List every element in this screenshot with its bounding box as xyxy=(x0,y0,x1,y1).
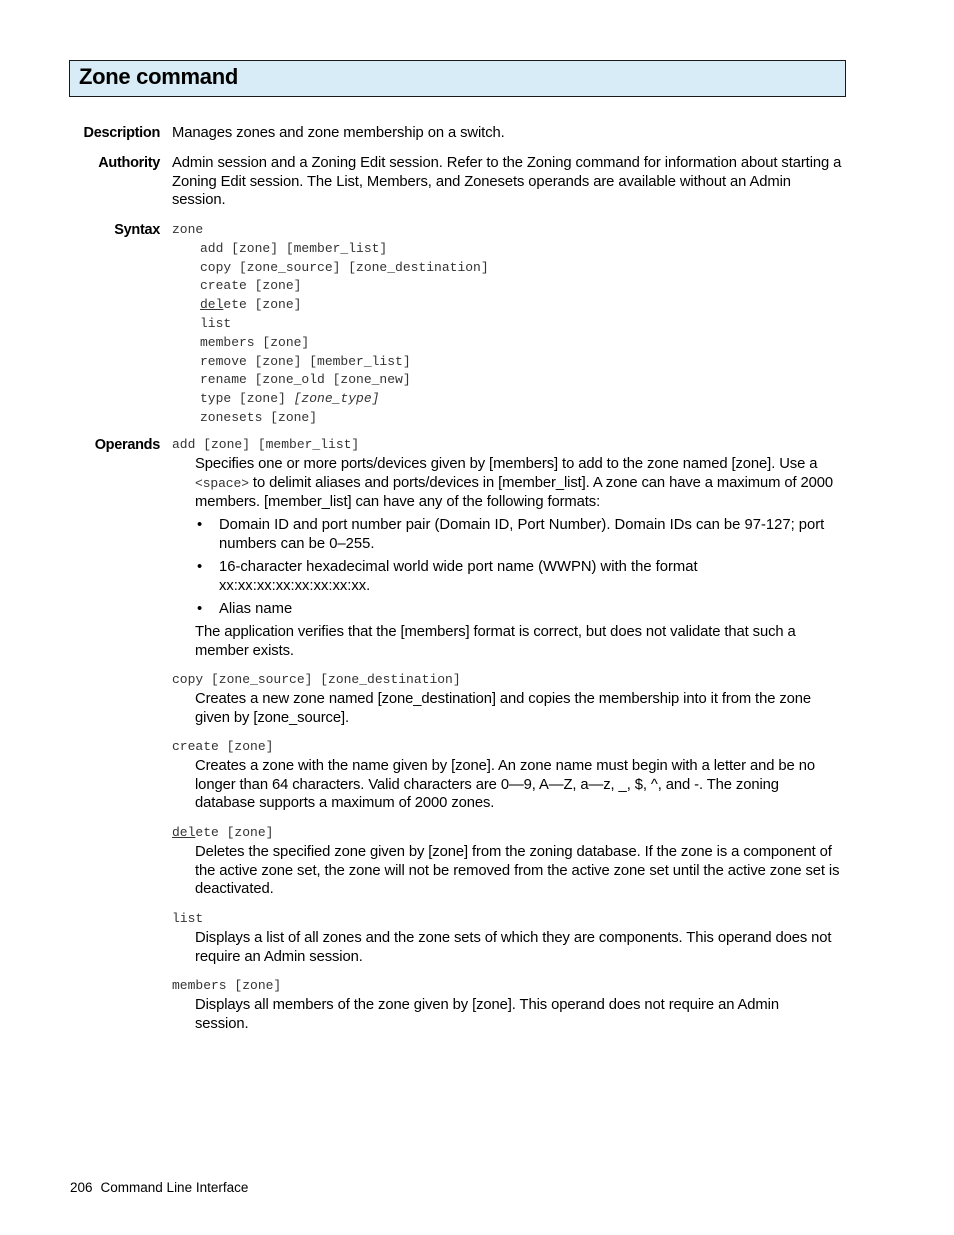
operand-add-text-a: Specifies one or more ports/devices given by [members] to add to the zone named [zone]. Use a xyxy=(195,456,818,472)
bullet-text: 16-character hexadecimal world wide port name (WWPN) with the format xx:xx:xx:xx:xx:xx:xx:xx. xyxy=(219,559,698,594)
bullet-icon: • xyxy=(197,601,203,617)
authority-label: Authority xyxy=(98,155,160,171)
syntax-add: add [zone] [member_list] xyxy=(200,240,388,256)
operand-add-note: The application verifies that the [members] format is correct, but does not validate that such a member exists. xyxy=(195,624,796,659)
operand-add-text xyxy=(195,455,840,512)
section-title-bar xyxy=(69,60,846,97)
syntax-delete-rest: ete [zone] xyxy=(223,297,302,313)
syntax-type-cmd: type [zone] xyxy=(200,391,294,407)
operand-create-code: create [zone] xyxy=(172,739,274,754)
bullet-icon: • xyxy=(197,517,203,533)
operand-add-bullet-2 xyxy=(197,558,759,595)
description-label: Description xyxy=(83,125,160,141)
chapter-title: Command Line Interface xyxy=(100,1180,249,1195)
operand-add-space-code: <space> xyxy=(195,475,249,491)
operand-list-text: Displays a list of all zones and the zone sets of which they are components. This operand does not require an Admin session. xyxy=(195,930,832,965)
authority-text: Admin session and a Zoning Edit session. Refer to the Zoning command for information about starting a Zoning Edit session. The List, Members, and Zonesets operands are available without an Admin session. xyxy=(172,155,842,208)
operand-add-bullet-1 xyxy=(197,516,841,553)
description-text: Manages zones and zone membership on a switch. xyxy=(172,125,505,141)
operand-copy-text: Creates a new zone named [zone_destination] and copies the membership into it from the zone given by [zone_source]. xyxy=(195,691,812,726)
syntax-delete xyxy=(172,296,489,315)
operand-add-code: add [zone] [member_list] xyxy=(172,437,360,452)
operand-copy-code: copy [zone_source] [zone_destination] xyxy=(172,672,461,687)
operand-list-code: list xyxy=(172,911,204,926)
section-title: Zone command xyxy=(79,64,238,89)
syntax-create: create [zone] xyxy=(200,278,302,294)
operand-members-code: members [zone] xyxy=(172,978,282,993)
operands-label: Operands xyxy=(94,437,160,453)
syntax-delete-underlined: del xyxy=(200,297,224,313)
syntax-remove: remove [zone] [member_list] xyxy=(200,353,411,369)
operand-members-text: Displays all members of the zone given by [zone]. This operand does not require an Admin session. xyxy=(195,997,779,1032)
syntax-label: Syntax xyxy=(114,222,160,238)
bullet-text: Alias name xyxy=(219,601,293,617)
operand-add-bullet-3 xyxy=(197,600,719,619)
syntax-members: members [zone] xyxy=(200,334,310,350)
syntax-block xyxy=(172,221,489,428)
page-number: 206 xyxy=(70,1180,93,1195)
syntax-copy: copy [zone_source] [zone_destination] xyxy=(200,259,489,275)
syntax-command: zone xyxy=(172,222,204,237)
operand-add-text-b: to delimit aliases and ports/devices in [member_list]. A zone can have a maximum of 2000 members. [member_list] can have any of the following formats: xyxy=(195,474,834,510)
bullet-text: Domain ID and port number pair (Domain ID, Port Number). Domain IDs can be 97-127; port numbers can be 0–255. xyxy=(219,517,825,552)
syntax-list: list xyxy=(200,315,232,331)
syntax-type xyxy=(172,390,489,409)
syntax-rename: rename [zone_old [zone_new] xyxy=(200,372,411,388)
operand-delete-code-rest: ete [zone] xyxy=(195,825,274,840)
page-footer xyxy=(70,1180,248,1195)
operand-create-text: Creates a zone with the name given by [zone]. An zone name must begin with a letter and be no longer than 64 characters. Valid characters are 0—9, A—Z, a—z, _, $, ^, and -. The zoning database supports a maximum of 2000 zones. xyxy=(195,758,815,811)
syntax-zonesets: zonesets [zone] xyxy=(200,409,318,425)
operand-delete-code-underlined: del xyxy=(172,825,196,840)
operand-delete-code xyxy=(172,824,273,843)
bullet-icon: • xyxy=(197,559,203,575)
syntax-type-arg: [zone_type] xyxy=(293,391,380,407)
operand-delete-text: Deletes the specified zone given by [zone] from the zoning database. If the zone is a component of the active zone set, the zone will not be removed from the active zone set until the active zone set is deactivated. xyxy=(195,844,840,897)
